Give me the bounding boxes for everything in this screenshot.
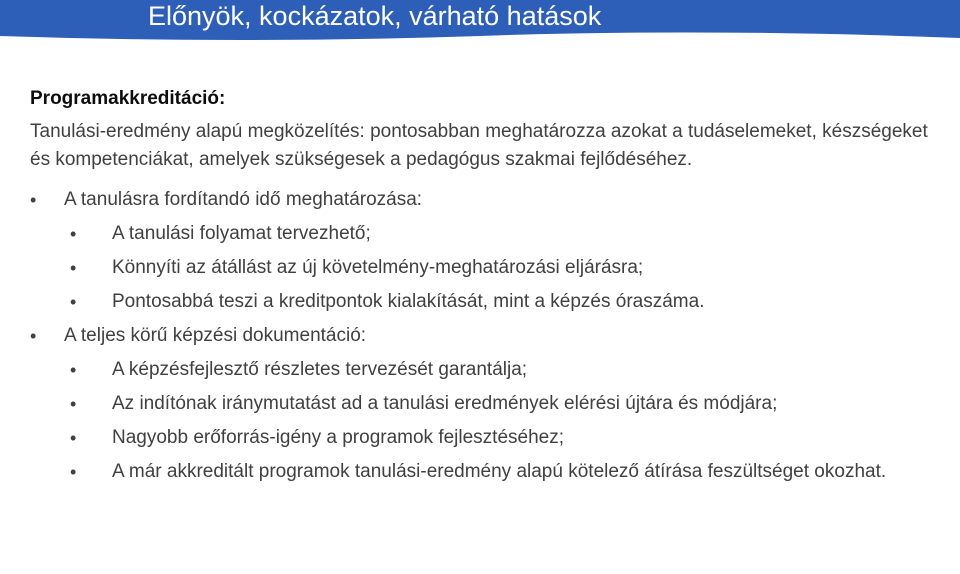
- sub-bullet-text: Nagyobb erőforrás-igény a programok fejlesztéséhez;: [112, 427, 565, 448]
- bullet-icon: •: [30, 190, 37, 210]
- list-item: [30, 186, 940, 316]
- slide-title: Előnyök, kockázatok, várható hatások: [148, 1, 602, 31]
- bullet-icon: •: [70, 360, 77, 380]
- sub-bullet-text: A tanulási folyamat tervezhető;: [112, 223, 371, 244]
- bullet-icon: •: [70, 428, 77, 448]
- bullet-list: [30, 186, 940, 486]
- title-banner: [0, 0, 960, 48]
- bullet-icon: •: [30, 326, 37, 346]
- sub-list-item: [70, 254, 940, 282]
- intro-paragraph: Tanulási-eredmény alapú megközelítés: pontosabban meghatározza azokat a tudáselemeket, készségeket és kompetenciákat, amelyek szükségesek a pedagógus szakmai fejlődéséhez.: [30, 121, 928, 170]
- sub-bullet-list: [64, 356, 940, 486]
- bullet-icon: •: [70, 292, 77, 312]
- sub-bullet-list: [64, 220, 940, 316]
- sub-list-item: [70, 424, 940, 452]
- bullet-icon: •: [70, 394, 77, 414]
- sub-list-item: [70, 356, 940, 384]
- sub-list-item: [70, 220, 940, 248]
- sub-bullet-text: Könnyíti az átállást az új követelmény-meghatározási eljárásra;: [112, 257, 644, 278]
- bullet-text: A tanulásra fordítandó idő meghatározása:: [64, 189, 423, 210]
- sub-list-item: [70, 288, 940, 316]
- bullet-icon: •: [70, 462, 77, 482]
- sub-bullet-text: A már akkreditált programok tanulási-eredmény alapú kötelező átírása feszültséget okozhat.: [112, 461, 887, 482]
- section-heading: Programakkreditáció:: [30, 88, 226, 109]
- slide-content: [30, 86, 940, 492]
- sub-list-item: [70, 458, 940, 486]
- bullet-text: A teljes körű képzési dokumentáció:: [64, 325, 367, 346]
- list-item: [30, 322, 940, 486]
- sub-bullet-text: A képzésfejlesztő részletes tervezését garantálja;: [112, 359, 528, 380]
- sub-list-item: [70, 390, 940, 418]
- bullet-icon: •: [70, 224, 77, 244]
- sub-bullet-text: Az indítónak iránymutatást ad a tanulási eredmények elérési újtára és módjára;: [112, 393, 778, 414]
- sub-bullet-text: Pontosabbá teszi a kreditpontok kialakítását, mint a képzés óraszáma.: [112, 291, 705, 312]
- bullet-icon: •: [70, 258, 77, 278]
